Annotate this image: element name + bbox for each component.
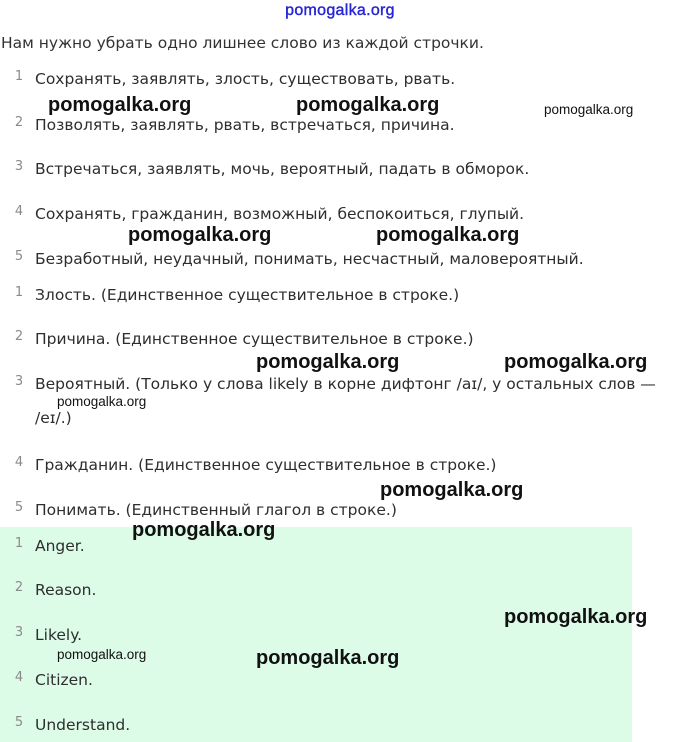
watermark: pomogalka.org [57, 394, 147, 409]
item-text: Вероятный. (Только у слова likely в корне дифтонг /aɪ/, у остальных слов — /eɪ/.) [35, 375, 656, 427]
item-text: Understand. [35, 716, 131, 734]
item-number: 5 [14, 715, 24, 730]
item-text: Сохранять, заявлять, злость, существовать, рвать. [35, 70, 456, 88]
watermark: pomogalka.org [504, 606, 648, 628]
item-text: Сохранять, гражданин, возможный, беспокоиться, глупый. [35, 205, 525, 223]
watermark: pomogalka.org [544, 102, 634, 117]
item-text: Злость. (Единственное существительное в строке.) [35, 286, 460, 304]
watermark: pomogalka.org [48, 94, 192, 116]
item-number: 3 [14, 625, 24, 640]
item-number: 4 [14, 204, 24, 219]
item-number: 4 [14, 455, 24, 470]
watermark: pomogalka.org [132, 519, 276, 541]
item-number: 1 [14, 536, 24, 551]
item-text: Безработный, неудачный, понимать, несчастный, маловероятный. [35, 250, 584, 268]
watermark: pomogalka.org [380, 479, 524, 501]
item-number: 2 [14, 115, 24, 130]
item-text: Гражданин. (Единственное существительное в строке.) [35, 456, 497, 474]
watermark: pomogalka.org [57, 647, 147, 662]
watermark: pomogalka.org [256, 351, 400, 373]
item-text: Likely. [35, 626, 83, 644]
item-number: 5 [14, 500, 24, 515]
item-number: 5 [14, 249, 24, 264]
site-header-link[interactable]: pomogalka.org [285, 2, 395, 19]
task-intro: Нам нужно убрать одно лишнее слово из каждой строчки. [1, 34, 484, 52]
watermark: pomogalka.org [128, 224, 272, 246]
item-number: 3 [14, 159, 24, 174]
item-text: Anger. [35, 537, 85, 555]
watermark: pomogalka.org [376, 224, 520, 246]
item-number: 2 [14, 329, 24, 344]
item-number: 1 [14, 69, 24, 84]
item-text: Причина. (Единственное существительное в строке.) [35, 330, 474, 348]
watermark: pomogalka.org [504, 351, 648, 373]
item-number: 3 [14, 374, 24, 389]
item-number: 2 [14, 580, 24, 595]
item-text: Понимать. (Единственный глагол в строке.) [35, 501, 397, 519]
item-number: 4 [14, 670, 24, 685]
item-text: Позволять, заявлять, рвать, встречаться, причина. [35, 116, 455, 134]
item-number: 1 [14, 285, 24, 300]
watermark: pomogalka.org [296, 94, 440, 116]
item-text: Citizen. [35, 671, 93, 689]
watermark: pomogalka.org [256, 647, 400, 669]
item-text: Reason. [35, 581, 97, 599]
item-text: Встречаться, заявлять, мочь, вероятный, падать в обморок. [35, 160, 530, 178]
